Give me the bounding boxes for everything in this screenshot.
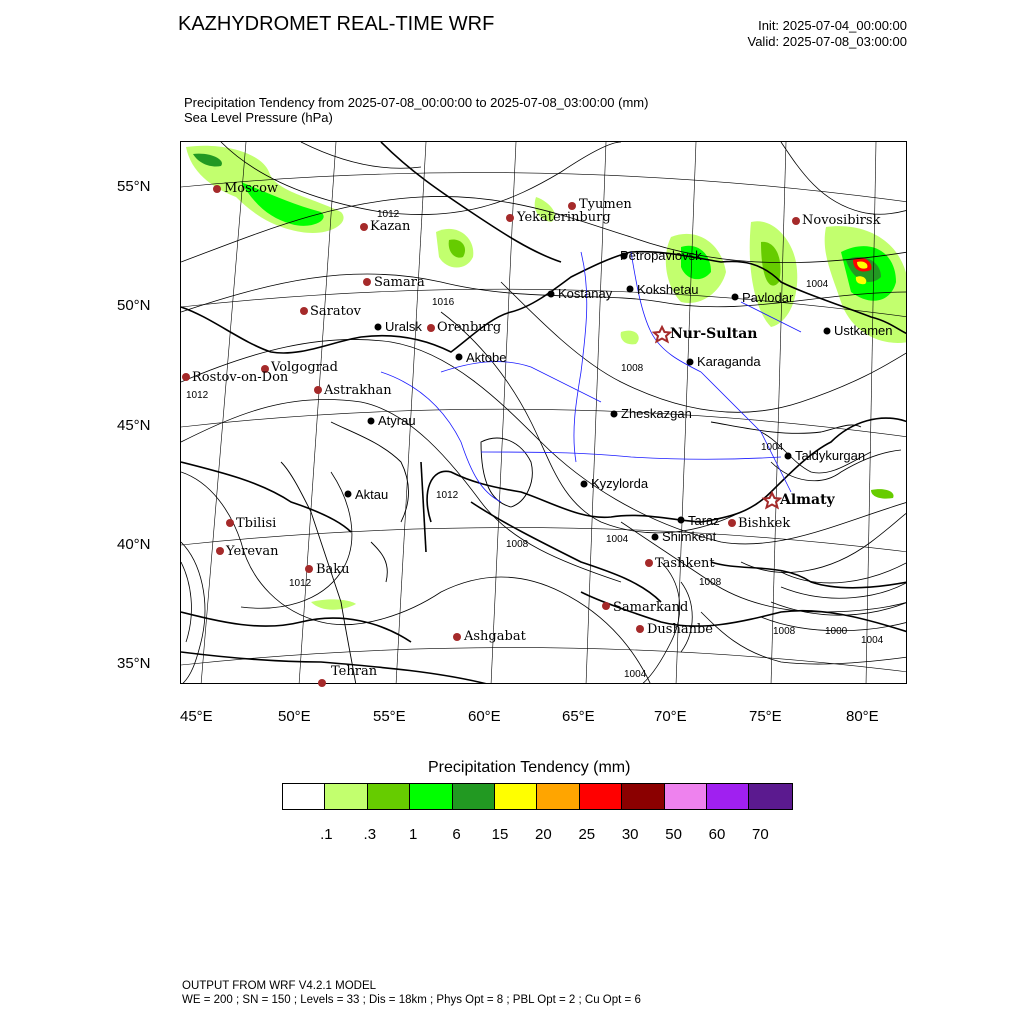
city-label-moscow: Moscow <box>224 181 279 196</box>
lon-label: 80°E <box>846 708 879 725</box>
city-label-kazan: Kazan <box>370 219 411 234</box>
isobar-label: 1008 <box>621 363 644 374</box>
lat-label: 50°N <box>117 297 151 314</box>
colorbar-swatch <box>325 784 367 809</box>
isobar-label: 1004 <box>624 669 647 680</box>
isobar-label: 1008 <box>699 577 722 588</box>
city-label-astrakhan: Astrakhan <box>324 383 392 398</box>
city-label-yerevan: Yerevan <box>226 544 279 559</box>
lon-label: 45°E <box>180 708 213 725</box>
lat-label: 45°N <box>117 417 151 434</box>
colorbar-tick-label: 6 <box>452 826 461 843</box>
star-icon <box>764 493 780 508</box>
lon-label: 75°E <box>749 708 782 725</box>
colorbar-tick-label: 60 <box>708 826 726 843</box>
map-title: KAZHYDROMET REAL-TIME WRF <box>178 13 495 35</box>
star-icon <box>654 327 670 342</box>
city-label-ustkamen: Ustkamen <box>834 323 893 338</box>
city-label-saratov: Saratov <box>310 304 362 319</box>
city-label-atyrau: Atyrau <box>378 413 416 428</box>
isobar-label: 1004 <box>761 442 784 453</box>
city-label-petropavlovsk: Petropavlovsk <box>620 248 702 263</box>
foreign-city-dots <box>182 185 800 687</box>
isobar-label: 1008 <box>773 626 796 637</box>
city-label-tbilisi: Tbilisi <box>236 516 277 531</box>
colorbar <box>282 783 793 810</box>
city-label-bishkek: Bishkek <box>738 516 791 531</box>
city-label-uralsk: Uralsk <box>385 319 422 334</box>
lon-label: 60°E <box>468 708 501 725</box>
isobar-label: 1012 <box>436 490 459 501</box>
city-label-tyumen: Tyumen <box>579 197 632 212</box>
isobar-label: 1004 <box>861 635 884 646</box>
city-label-kostanay: Kostanay <box>558 286 613 301</box>
colorbar-tick-label: .1 <box>320 826 333 843</box>
city-label-tehran: Tehran <box>331 664 378 679</box>
colorbar-swatch <box>453 784 495 809</box>
lon-label: 55°E <box>373 708 406 725</box>
city-label-ashgabat: Ashgabat <box>464 629 526 644</box>
city-label-novosibirsk: Novosibirsk <box>802 213 881 228</box>
colorbar-tick-label: 15 <box>491 826 509 843</box>
city-label-taraz: Taraz <box>688 513 720 528</box>
city-label-samara: Samara <box>374 275 425 290</box>
city-label-zheskazgan: Zheskazgan <box>621 406 692 421</box>
colorbar-title: Precipitation Tendency (mm) <box>428 759 631 776</box>
lon-label: 70°E <box>654 708 687 725</box>
colorbar-tick-label: 25 <box>578 826 596 843</box>
colorbar-tick-label: 50 <box>665 826 682 843</box>
isobar-label: 1012 <box>186 390 209 401</box>
init-time: Init: 2025-07-04_00:00:00 <box>758 18 907 33</box>
colorbar-swatch <box>707 784 749 809</box>
isobar-label: 1008 <box>506 539 529 550</box>
lat-label: 40°N <box>117 536 151 553</box>
city-label-samarkand: Samarkand <box>613 600 689 615</box>
city-label-pavlodar: Pavlodar <box>742 290 794 305</box>
colorbar-swatch <box>283 784 325 809</box>
lat-label: 35°N <box>117 655 151 672</box>
isobar-label: 1012 <box>289 578 312 589</box>
city-label-dushanbe: Dushanbe <box>647 622 713 637</box>
lon-label: 65°E <box>562 708 595 725</box>
lon-label: 50°E <box>278 708 311 725</box>
colorbar-swatch <box>537 784 579 809</box>
field-subtitle: Precipitation Tendency from 2025-07-08_00:00:00 to 2025-07-08_03:00:00 (mm) <box>184 95 649 110</box>
valid-time: Valid: 2025-07-08_03:00:00 <box>747 34 907 49</box>
city-label-aktau: Aktau <box>355 487 389 502</box>
colorbar-tick-label: 30 <box>621 826 639 843</box>
colorbar-tick-label: .3 <box>363 826 377 843</box>
city-label-karaganda: Karaganda <box>697 354 761 369</box>
isobar-label: 1004 <box>606 534 629 545</box>
colorbar-swatch <box>622 784 664 809</box>
city-label-rostov: Rostov-on-Don <box>192 370 289 385</box>
city-label-aktobe: Aktobe <box>466 350 507 365</box>
colorbar-tick-label: 20 <box>535 826 552 843</box>
city-label-yekaterinburg: Yekaterinburg <box>517 210 611 225</box>
city-label-nur-sultan: Nur-Sultan <box>670 326 758 342</box>
city-label-orenburg: Orenburg <box>437 320 502 335</box>
city-label-tashkent: Tashkent <box>655 556 715 571</box>
contour-subtitle: Sea Level Pressure (hPa) <box>184 110 333 125</box>
isobar-label: 1000 <box>825 626 848 637</box>
model-footer: OUTPUT FROM WRF V4.2.1 MODEL <box>182 980 377 992</box>
colorbar-swatch <box>665 784 707 809</box>
city-label-taldykurgan: Taldykurgan <box>795 448 866 463</box>
city-label-almaty: Almaty <box>780 492 835 508</box>
city-label-kokshetau: Kokshetau <box>637 282 699 297</box>
colorbar-tick-label: 70 <box>752 826 769 843</box>
isobar-label: 1016 <box>432 297 455 308</box>
isobar-label: 1012 <box>377 209 400 220</box>
colorbar-swatch <box>580 784 622 809</box>
colorbar-swatch <box>368 784 410 809</box>
isobar-label: 1004 <box>806 279 829 290</box>
city-label-kyzylorda: Kyzylorda <box>591 476 649 491</box>
city-label-baku: Baku <box>316 562 350 577</box>
lat-label: 55°N <box>117 178 151 195</box>
colorbar-swatch <box>410 784 452 809</box>
colorbar-swatch <box>495 784 537 809</box>
colorbar-tick-label: 1 <box>409 826 418 843</box>
city-label-shimkent: Shimkent <box>662 529 717 544</box>
model-config-footer: WE = 200 ; SN = 150 ; Levels = 33 ; Dis = 18km ; Phys Opt = 8 ; PBL Opt = 2 ; Cu Opt = 6 <box>182 994 641 1006</box>
city-label-volgograd: Volgograd <box>271 360 338 375</box>
colorbar-swatch <box>749 784 791 809</box>
